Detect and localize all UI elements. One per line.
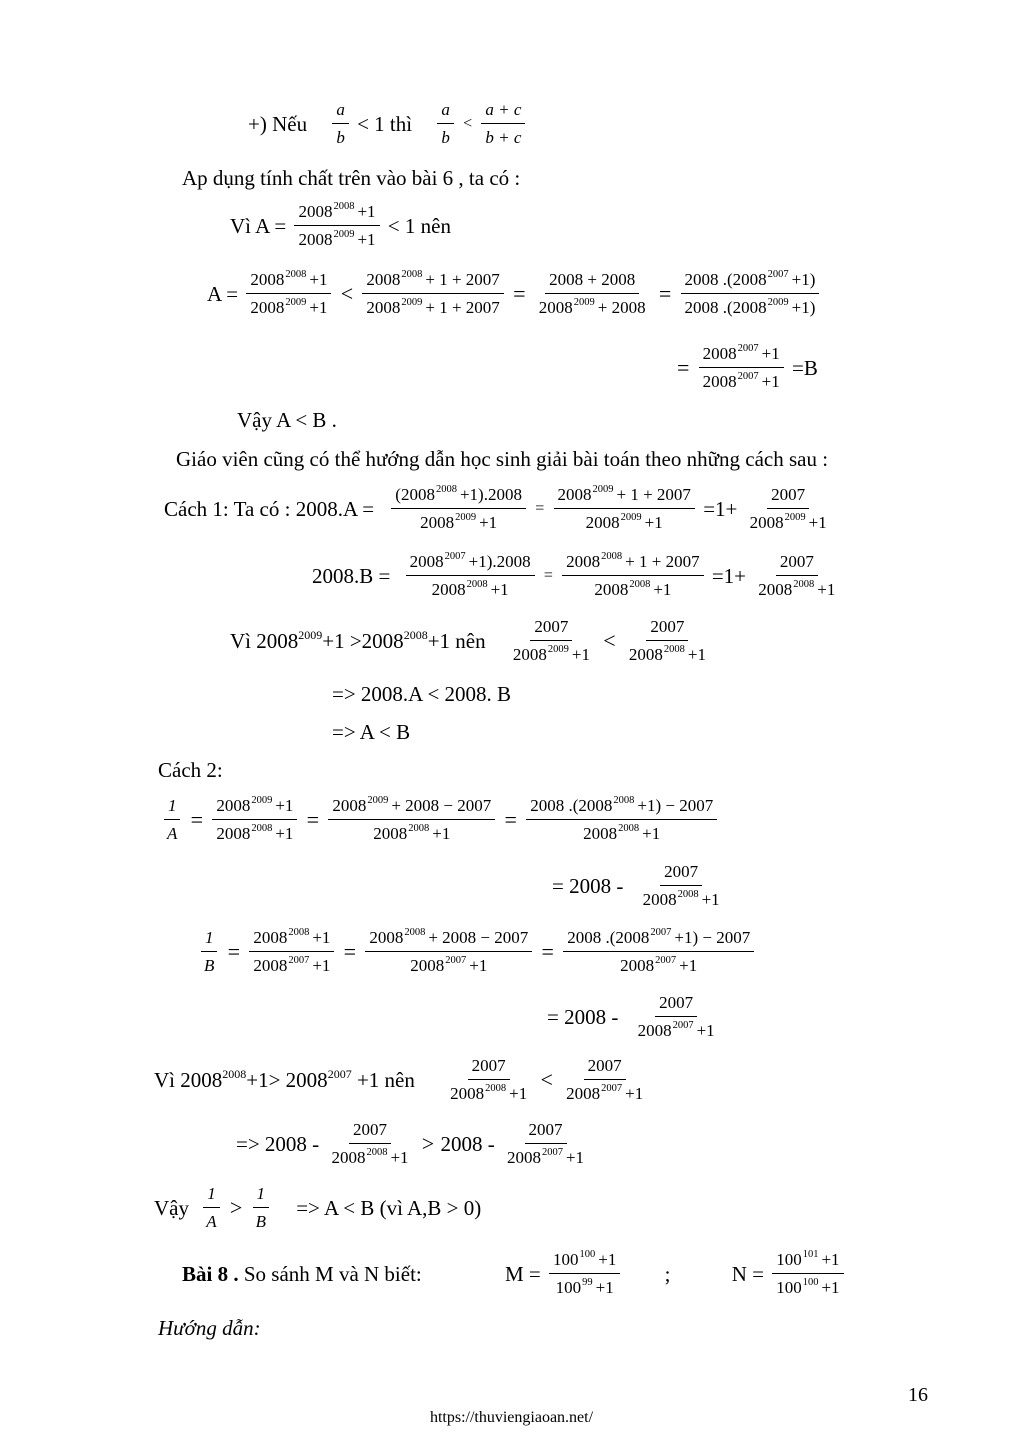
fraction: $\frac{(2008^{2008} +1).2008}{2008^{2009} +1}$ xyxy=(391,485,526,533)
text: = 2008 - xyxy=(547,1005,619,1029)
text: Vì A = xyxy=(230,214,287,238)
eq-sign: = xyxy=(543,567,553,584)
equation-line xyxy=(676,344,818,392)
fraction-a-b: $\frac{a}{b}$ xyxy=(437,100,454,148)
fraction-ac-bc: $\frac{a + c}{b + c}$ xyxy=(481,100,525,148)
paragraph: => A < B xyxy=(332,720,411,744)
text: =B xyxy=(792,356,818,380)
fraction-n: $\frac{100^{101} +1}{100^{100} +1}$ xyxy=(772,1250,843,1298)
fraction-1-A: $\frac{1}{A}$ xyxy=(163,796,181,844)
text: =1+ xyxy=(711,564,747,588)
equation-line xyxy=(207,270,822,318)
eq-sign: = xyxy=(677,355,690,380)
fraction: $\frac{2008^{2008} +1}{2008^{2007} +1}$ xyxy=(249,928,334,976)
lt-sign: < xyxy=(340,281,354,306)
fraction: $\frac{2008^{2008} +1}{2008^{2009} +1}$ xyxy=(294,202,379,250)
eq-sign: = xyxy=(504,807,517,832)
exercise-heading: Bài 8 . So sánh M và N biết: xyxy=(182,1262,422,1286)
fraction: $\frac{2007}{2008^{2008} +1}$ xyxy=(628,617,706,664)
exercise-line xyxy=(182,1250,847,1298)
fraction: $\frac{2007}{2008^{2008} +1}$ xyxy=(758,552,836,599)
text: N = xyxy=(731,1262,764,1286)
text: A = xyxy=(207,282,239,306)
fraction: $\frac{2008^{2008} + 1 + 2007}{2008^{2008} +1}$ xyxy=(562,552,703,600)
eq-sign: = xyxy=(190,807,204,832)
fraction: $\frac{2007}{2008^{2007} +1}$ xyxy=(506,1120,585,1167)
equation-line xyxy=(312,552,842,600)
fraction: $\frac{2008^{2007} +1).2008}{2008^{2008} +1}$ xyxy=(406,552,535,600)
fraction: $\frac{2008 .(2008^{2008} +1) - 2007}{2008^{2008} +1}$ xyxy=(526,796,717,844)
lt-sign: < xyxy=(603,628,616,653)
equation-line xyxy=(552,862,727,910)
fraction-a-b: $\frac{a}{b}$ xyxy=(332,100,349,148)
equation-line xyxy=(230,617,713,665)
eq-sign: = xyxy=(513,281,526,306)
equation-line xyxy=(197,928,757,976)
separator: ; xyxy=(664,1262,671,1286)
fraction: $\frac{2008^{2008} + 2008 - 2007}{2008^{2007} +1}$ xyxy=(365,928,532,976)
equation-line xyxy=(236,1120,591,1168)
fraction: $\frac{2008^{2007} +1}{2008^{2007} +1}$ xyxy=(699,344,784,392)
paragraph: Giáo viên cũng có thể hướng dẫn học sinh giải bài toán theo những cách sau : xyxy=(176,447,829,471)
paragraph: => 2008.A < 2008. B xyxy=(332,682,512,706)
fraction: $\frac{2007}{2008^{2007} +1}$ xyxy=(637,993,715,1040)
footer-url[interactable]: https://thuviengiaoan.net/ xyxy=(429,1409,594,1426)
text: Vì $2008^{2009}+1 >2008^{2008}+1$ nên xyxy=(230,628,486,653)
property-line xyxy=(248,100,528,148)
fraction: $\frac{2008 + 2008}{2008^{2009} + 2008}$ xyxy=(538,270,646,317)
lt-sign: < xyxy=(463,115,473,132)
eq-sign: = xyxy=(227,939,241,964)
equation-line xyxy=(547,993,722,1041)
fraction: $\frac{2008^{2008} +1}{2008^{2009} +1}$ xyxy=(246,270,331,318)
eq-sign: = xyxy=(343,939,357,964)
equation-line xyxy=(160,796,720,844)
page-number: 16 xyxy=(908,1384,928,1406)
fraction-1-B: $\frac{1}{B}$ xyxy=(200,928,218,976)
text: < 1 nên xyxy=(387,214,451,238)
gt-sign: > xyxy=(229,1195,243,1220)
text: Vì $2008^{2008}+1> 2008^{2007} +1$ nên xyxy=(154,1067,415,1092)
equation-line xyxy=(230,202,451,250)
fraction-1-A: $\frac{1}{A}$ xyxy=(202,1184,220,1232)
lt-sign: < xyxy=(540,1067,553,1092)
subheading: Hướng dẫn: xyxy=(158,1316,261,1340)
fraction: $\frac{2007}{2008^{2008} +1}$ xyxy=(450,1056,528,1103)
paragraph: Cách 2: xyxy=(158,758,223,782)
paragraph: Ap dụng tính chất trên vào bài 6 , ta có : xyxy=(182,166,521,190)
gt-sign: > xyxy=(421,1131,435,1156)
fraction: $\frac{2008^{2009} +1}{2008^{2008} +1}$ xyxy=(212,796,297,844)
equation-line xyxy=(154,1056,650,1104)
fraction: $\frac{2008 .(2008^{2007} +1)}{2008 .(2008^{2009} +1)}$ xyxy=(681,270,820,318)
fraction: $\frac{2007}{2008^{2008} +1}$ xyxy=(331,1120,409,1167)
fraction: $\frac{2008^{2009} + 2008 - 2007}{2008^{2008} +1}$ xyxy=(328,796,495,844)
text: = 2008 - xyxy=(552,874,624,898)
conclusion-line xyxy=(154,1184,481,1232)
paragraph: Vậy A < B . xyxy=(237,408,337,432)
fraction: $\frac{2007}{2008^{2009} +1}$ xyxy=(749,485,827,532)
fraction: $\frac{2008^{2009} + 1 + 2007}{2008^{2009} +1}$ xyxy=(554,485,695,533)
fraction: $\frac{2007}{2008^{2007} +1}$ xyxy=(566,1056,644,1103)
text: 2008.B = xyxy=(312,564,391,588)
fraction-m: $\frac{100^{100} +1}{100^{99} +1}$ xyxy=(549,1250,620,1298)
fraction: $\frac{2007}{2008^{2009} +1}$ xyxy=(512,617,590,664)
eq-sign: = xyxy=(541,939,554,964)
fraction: $\frac{2007}{2008^{2008} +1}$ xyxy=(642,862,720,909)
fraction-1-B: $\frac{1}{B}$ xyxy=(252,1184,270,1232)
fraction: $\frac{2008^{2008} + 1 + 2007}{2008^{2009} + 1 + 2007}$ xyxy=(362,270,503,318)
text: Vậy xyxy=(154,1196,189,1220)
text: M = xyxy=(505,1262,541,1286)
text: < 1 thì xyxy=(357,112,413,136)
text: 2008 - xyxy=(440,1132,495,1156)
equation-line xyxy=(164,485,834,533)
fraction: $\frac{2008 .(2008^{2007} +1) - 2007}{2008^{2007} +1}$ xyxy=(563,928,754,976)
eq-sign: = xyxy=(658,281,672,306)
text: => A < B (vì A,B > 0) xyxy=(296,1196,482,1220)
text: =1+ xyxy=(703,497,738,521)
text: +) Nếu xyxy=(248,112,308,136)
eq-sign: = xyxy=(535,500,545,517)
text: => 2008 - xyxy=(236,1132,320,1156)
text: Cách 1: Ta có : 2008.A = xyxy=(164,497,375,521)
eq-sign: = xyxy=(306,807,320,832)
